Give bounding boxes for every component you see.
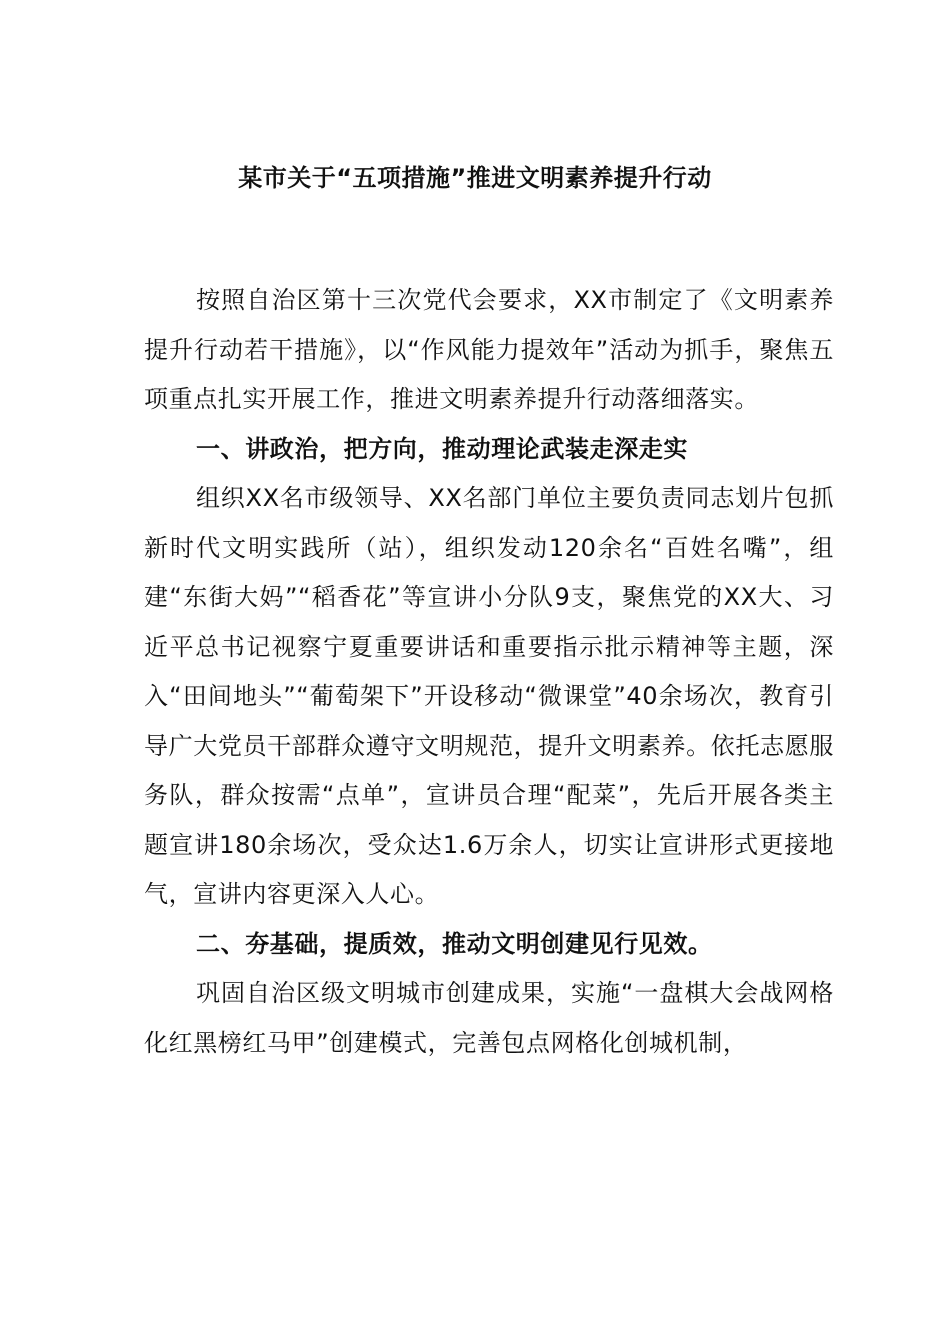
section-2-paragraph: 巩固自治区级文明城市创建成果，实施“一盘棋大会战网格化红黑榜红马甲”创建模式，完善包点网格化创城机制， [144, 979, 834, 1057]
document-body [144, 276, 834, 1068]
section-1-paragraph: 组织XX名市级领导、XX名部门单位主要负责同志划片包抓新时代文明实践所（站），组织发动120余名“百姓名嘴”，组建“东街大妈”“稻香花”等宣讲小分队9支，聚焦党的XX大、习近平总书记视察宁夏重要讲话和重要指示批示精神等主题，深入“田间地头”“葡萄架下”开设移动“微课堂”40余场次，教育引导广大党员干部群众遵守文明规范，提升文明素养。依托志愿服务队，群众按需“点单”，宣讲员合理“配菜”，先后开展各类主题宣讲180余场次，受众达1.6万余人，切实让宣讲形式更接地气，宣讲内容更深入人心。 [144, 484, 834, 908]
document-title: 某市关于“五项措施”推进文明素养提升行动 [238, 164, 712, 192]
section-heading-1: 一、讲政治，把方向，推动理论武装走深走实 [196, 434, 688, 463]
intro-paragraph: 按照自治区第十三次党代会要求，XX市制定了《文明素养提升行动若干措施》，以“作风能力提效年”活动为抓手，聚焦五项重点扎实开展工作，推进文明素养提升行动落细落实。 [144, 286, 834, 413]
section-heading-2: 二、夯基础，提质效，推动文明创建见行见效。 [196, 929, 713, 958]
